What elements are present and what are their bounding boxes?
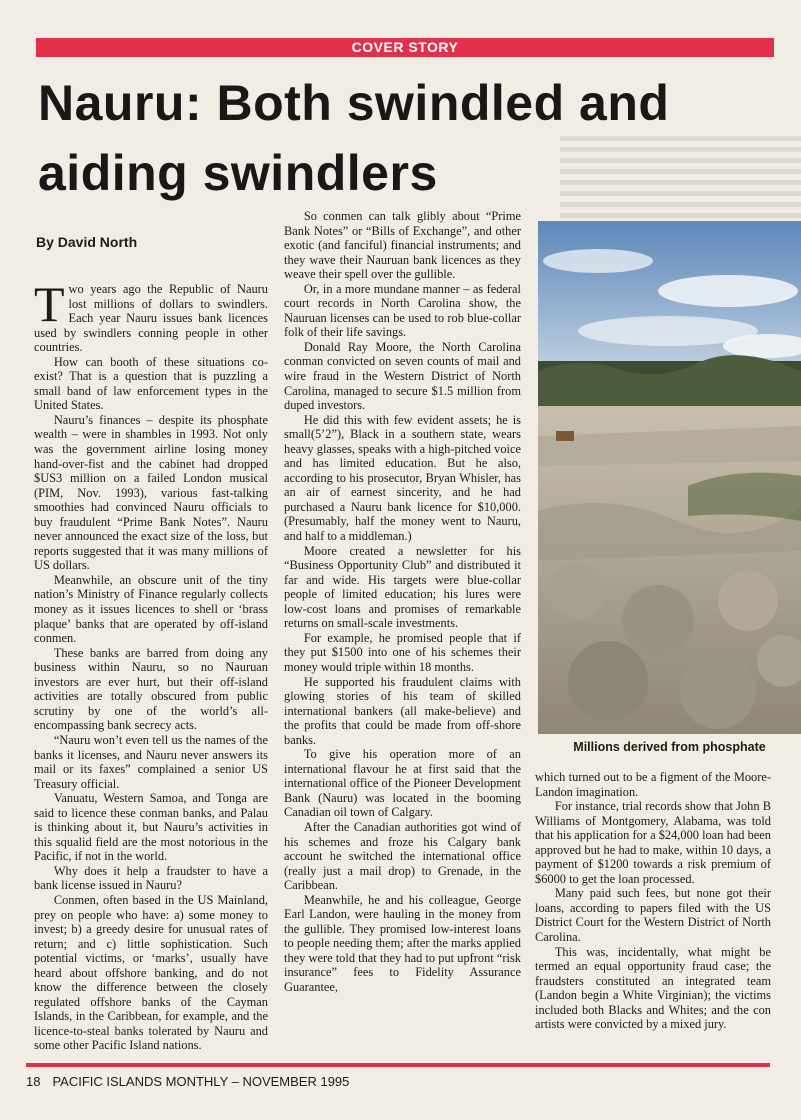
paragraph: He did this with few evident assets; he is small(5’2”), Black in a southern state, wears heavy glasses, speaks with a high-pitched voice and has limited education. But he also, according to his prosecutor, Bryan Whisler, has an air of earnest sincerity, and he had purchased a Nauru bank licence for $10,000. (Presumably, half the money went to Nauru, and half to a middleman.) xyxy=(284,412,521,544)
paragraph: To give his operation more of an international flavour he at first said that the international office of the Pioneer Development Bank (Nauru) was located in the booming Canadian oil town of Calgary. xyxy=(284,747,521,820)
paragraph: Moore created a newsletter for his “Business Opportunity Club” and distributed it far and wide. His targets were blue-collar people of limited education; his lures were low-cost loans and promises of remarkable returns on small-scale investments. xyxy=(284,543,521,631)
paragraph: Meanwhile, he and his colleague, George Earl Landon, were hauling in the money from the gullible. They promised low-interest loans to people needing them; after the marks applied they were told that they had to put upfront “risk insurance” fees to Fidelity Assurance Guarantee, xyxy=(284,892,521,994)
publication-name: PACIFIC ISLANDS MONTHLY – NOVEMBER 1995 xyxy=(52,1074,350,1089)
lead-paragraph-text: wo years ago the Republic of Nauru lost millions of dollars to swindlers. Each year Nauru issues bank licences used by swindlers conning people in other countries. xyxy=(34,282,268,355)
page-footer xyxy=(26,1074,526,1089)
paragraph: “Nauru won’t even tell us the names of the banks it licenses, and Nauru never answers its mail or its faxes” complained a senior US Treasury official. xyxy=(34,732,268,791)
paragraph: Conmen, often based in the US Mainland, prey on people who have: a) some money to invest; b) a greedy desire for unusual rates of return; and c) little sophistication. Such potential victims, or ‘marks’, usually have heard about offshore banking, and do not know the difference between the closely regulated offshore banks of the Cayman Islands, in the Caribbean, for example, and the licence-to-steal banks tolerated by Nauru and some other Pacific Island nations. xyxy=(34,892,268,1053)
paragraph: How can booth of these situations co-exist? That is a question that is puzzling a small band of law enforcement types in the United States. xyxy=(34,354,268,413)
paragraph: Meanwhile, an obscure unit of the tiny nation’s Ministry of Finance regularly collects money as it issues licences to shell or ‘brass plaque’ banks that are operated by off-island conmen. xyxy=(34,572,268,646)
paragraph: These banks are barred from doing any business within Nauru, so no Nauruan investors are ever hurt, but their off-island activities are totally obscured from public scrutiny by one of the world’s all-encompassing bank secrecy acts. xyxy=(34,645,268,733)
paragraph: Donald Ray Moore, the North Carolina conman convicted on seven counts of mail and wire fraud in the Western District of North Carolina, managed to secure $1.5 million from duped investors. xyxy=(284,339,521,413)
lead-paragraph xyxy=(34,276,268,355)
paragraph: So conmen can talk glibly about “Prime Bank Notes” or “Bills of Exchange”, and other exotic (and fanciful) financial instruments; and they wave their Nauruan bank licences as they weave their spell over the gullible. xyxy=(284,209,521,282)
paragraph: Nauru’s finances – despite its phosphate wealth – were in shambles in 1993. Not only was the government airline losing money hand-over-fist and the cabinet had dropped $US3 million on a failed London musical (PIM, Nov. 1993), various fast-talking smoothies had convinced Nauru officials to buy fraudulent “Prime Bank Notes”. Nauru never announced the exact size of the loss, but reports suggested that it was many millions of US dollars. xyxy=(34,412,268,573)
paragraph: For instance, trial records show that John B Williams of Montgomery, Alabama, was told that his application for a $24,000 loan had been approved but he had to make, within 10 days, a payment of $1200 towards a risk premium of $6000 to get the loan processed. xyxy=(535,799,771,886)
paragraph: Vanuatu, Western Samoa, and Tonga are said to licence these conman banks, and Palau is thinking about it, but Nauru’s activities in this squalid field are the most notorious in the Pacific, if not in the world. xyxy=(34,791,268,864)
article-column-1 xyxy=(34,276,268,1053)
paragraph: which turned out to be a figment of the Moore-Landon imagination. xyxy=(535,770,771,799)
section-banner: COVER STORY xyxy=(36,38,774,57)
paragraph: After the Canadian authorities got wind of his schemes and froze his Calgary bank account he switched the international office (really just a mail drop) to Grenade, in the Caribbean. xyxy=(284,819,521,893)
paragraph: Why does it help a fraudster to have a bank license issued in Nauru? xyxy=(34,863,268,893)
paragraph: This was, incidentally, what might be termed an equal opportunity fraud case; the fraudsters constituted an integrated team (Landon begin a White Virginian); the victims included both Blacks and Whites; and the con artists were convicted by a mixed jury. xyxy=(535,944,771,1032)
article-column-3 xyxy=(535,770,771,1032)
byline: By David North xyxy=(36,234,138,250)
paragraph: For example, he promised people that if they put $1500 into one of his schemes their money would triple within 18 months. xyxy=(284,630,521,674)
paragraph: Many paid such fees, but none got their loans, according to papers filed with the US District Court for the Western District of North Carolina. xyxy=(535,886,771,945)
phosphate-mine-photo xyxy=(538,221,801,734)
drop-cap: T xyxy=(34,276,65,332)
paragraph: He supported his fraudulent claims with glowing stories of his team of skilled international bankers (all make-believe) and the profits that could be made from off-shore banks. xyxy=(284,674,521,747)
page-number: 18 xyxy=(26,1074,41,1089)
photo-caption: Millions derived from phosphate xyxy=(573,740,766,754)
paragraph: Or, in a more mundane manner – as federal court records in North Carolina show, the Nauruan licenses can be used to rob blue-collar folk of their life savings. xyxy=(284,281,521,340)
article-column-2 xyxy=(284,209,521,995)
article-headline: Nauru: Both swindled and aiding swindlers xyxy=(38,75,670,201)
footer-rule xyxy=(26,1063,770,1067)
